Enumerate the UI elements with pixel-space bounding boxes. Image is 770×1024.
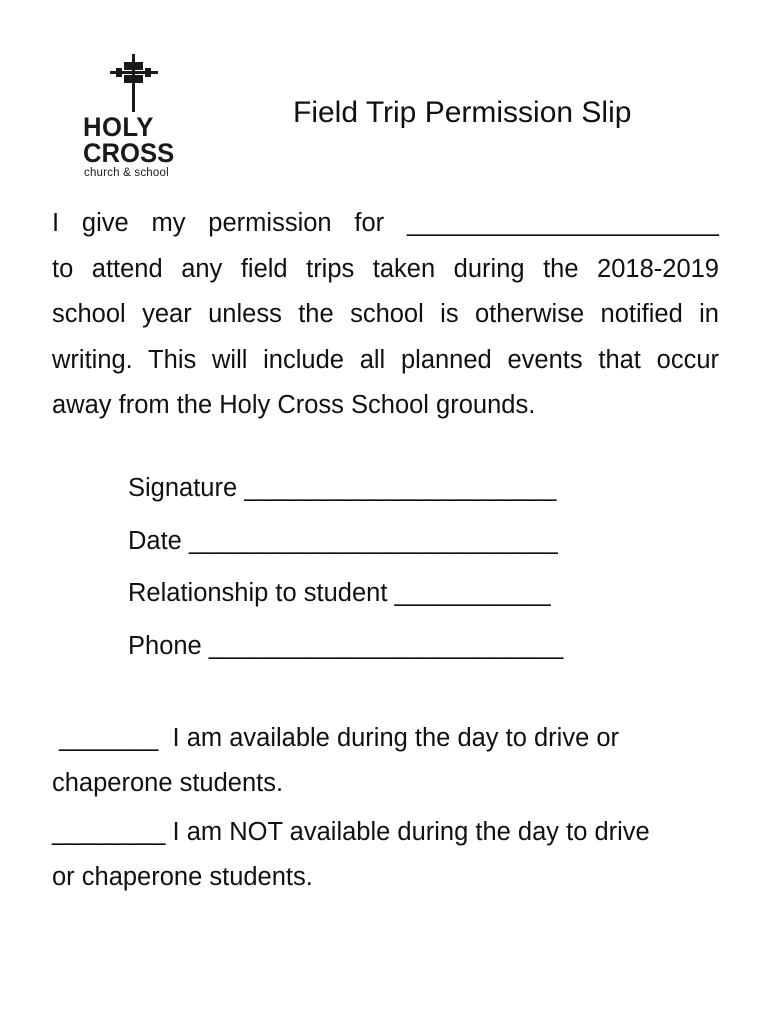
availability-options (52, 716, 732, 904)
logo-text-holy: HOLY (83, 112, 154, 142)
paragraph-line: school year unless the school is otherwise notified in (52, 300, 719, 328)
not-available-option[interactable] (52, 810, 732, 900)
available-option-line: chaperone students. (52, 769, 284, 797)
cross-icon (110, 54, 158, 112)
permission-paragraph (52, 201, 719, 429)
not-available-option-line: ________ I am NOT available during the day to drive (52, 818, 650, 846)
paragraph-line: I give my permission for ______________________ (52, 209, 719, 237)
logo-text-church-school: church & school (84, 167, 169, 179)
school-logo (80, 52, 195, 182)
page-title: Field Trip Permission Slip (293, 96, 632, 129)
date-field[interactable]: Date __________________________ (128, 526, 558, 555)
not-available-option-line: or chaperone students. (52, 863, 313, 891)
phone-field[interactable]: Phone _________________________ (128, 631, 564, 660)
paragraph-line: away from the Holy Cross School grounds. (52, 391, 536, 419)
paragraph-line: writing. This will include all planned events that occur (52, 345, 719, 374)
logo-text-cross: CROSS (83, 138, 175, 168)
relationship-field[interactable]: Relationship to student ___________ (128, 579, 551, 607)
available-option-line: _______ I am available during the day to drive or (52, 724, 620, 752)
signature-fields (128, 462, 563, 672)
signature-field[interactable]: Signature ______________________ (128, 474, 557, 502)
available-option[interactable] (52, 716, 732, 806)
paragraph-line: to attend any field trips taken during the 2018-2019 (52, 254, 719, 283)
